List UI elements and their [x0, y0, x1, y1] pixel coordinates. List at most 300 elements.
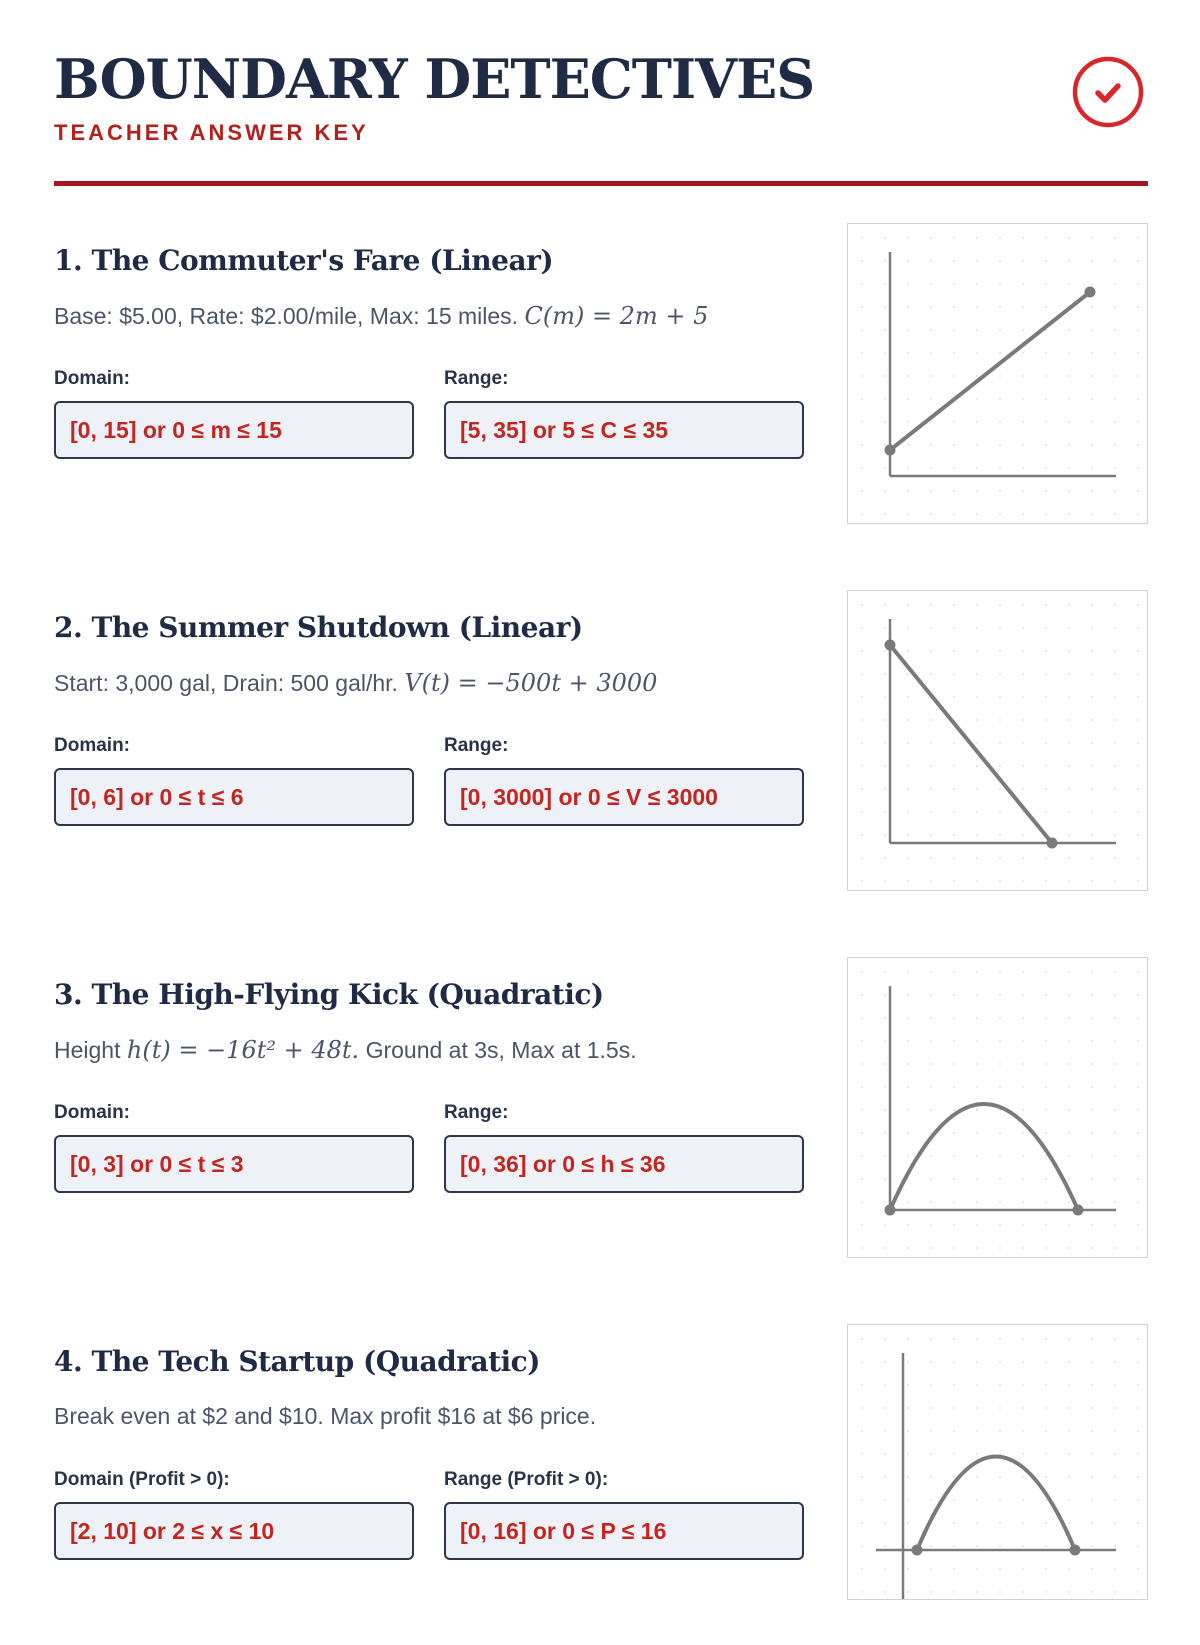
grid-dot: [907, 1476, 909, 1478]
grid-dot: [1137, 1063, 1139, 1065]
grid-dot: [1022, 604, 1024, 606]
grid-dot: [1091, 1155, 1093, 1157]
grid-dot: [1045, 490, 1047, 492]
grid-dot: [1137, 1545, 1139, 1547]
grid-dot: [1114, 971, 1116, 973]
grid-dot: [953, 742, 955, 744]
grid-dot: [884, 1361, 886, 1363]
grid-dot: [1045, 788, 1047, 790]
grid-dot: [1022, 719, 1024, 721]
grid-dot: [1137, 1476, 1139, 1478]
grid-dot: [999, 650, 1001, 652]
function-line: [890, 292, 1090, 450]
grid-dot: [953, 513, 955, 515]
grid-dot: [907, 994, 909, 996]
grid-dot: [1114, 1247, 1116, 1249]
grid-dot: [976, 283, 978, 285]
grid-dot: [976, 306, 978, 308]
grid-dot: [999, 1545, 1001, 1547]
grid-dot: [1022, 352, 1024, 354]
grid-dot: [930, 1361, 932, 1363]
grid-dot: [930, 260, 932, 262]
grid-dot: [953, 306, 955, 308]
grid-dot: [930, 1591, 932, 1593]
grid-dot: [1022, 1109, 1024, 1111]
grid-dot: [1091, 329, 1093, 331]
grid-dot: [999, 375, 1001, 377]
grid-dot: [907, 971, 909, 973]
grid-dot: [1091, 1201, 1093, 1203]
grid-dot: [1022, 1591, 1024, 1593]
grid-dot: [1068, 260, 1070, 262]
grid-dot: [976, 1522, 978, 1524]
grid-dot: [884, 696, 886, 698]
grid-dot: [861, 306, 863, 308]
grid-dot: [930, 421, 932, 423]
grid-dot: [999, 306, 1001, 308]
grid-dot: [1022, 1568, 1024, 1570]
grid-dot: [930, 719, 932, 721]
grid-dot: [1114, 788, 1116, 790]
grid-dot: [976, 1568, 978, 1570]
grid-dot: [1091, 604, 1093, 606]
grid-dot: [884, 765, 886, 767]
grid-dot: [1022, 880, 1024, 882]
grid-dot: [1022, 513, 1024, 515]
grid-dot: [930, 650, 932, 652]
grid-dot: [1045, 994, 1047, 996]
grid-dot: [930, 765, 932, 767]
grid-dot: [1068, 237, 1070, 239]
grid-dot: [1022, 1017, 1024, 1019]
grid-dot: [1137, 237, 1139, 239]
parabola-curve: [890, 1104, 1078, 1210]
grid-dot: [884, 834, 886, 836]
grid-dot: [1091, 352, 1093, 354]
grid-dot: [907, 1201, 909, 1203]
grid-dot: [999, 1591, 1001, 1593]
grid-dot: [884, 1247, 886, 1249]
grid-dot: [907, 467, 909, 469]
grid-dot: [1068, 467, 1070, 469]
grid-dot: [930, 788, 932, 790]
grid-dot: [1091, 283, 1093, 285]
grid-dot: [884, 811, 886, 813]
grid-dot: [1068, 1247, 1070, 1249]
grid-dot: [976, 834, 978, 836]
grid-dot: [1137, 1407, 1139, 1409]
grid-dot: [1068, 329, 1070, 331]
grid-dot: [1114, 1063, 1116, 1065]
grid-dot: [1091, 673, 1093, 675]
grid-dot: [976, 490, 978, 492]
grid-dot: [976, 1178, 978, 1180]
grid-dot: [999, 1040, 1001, 1042]
grid-dot: [884, 1545, 886, 1547]
grid-dot: [861, 1499, 863, 1501]
grid-dot: [1137, 1132, 1139, 1134]
grid-dot: [1137, 994, 1139, 996]
grid-dot: [1091, 1453, 1093, 1455]
grid-dot: [1091, 1063, 1093, 1065]
grid-dot: [1091, 1132, 1093, 1134]
grid-dot: [1068, 490, 1070, 492]
problem-description: [54, 302, 708, 330]
grid-dot: [953, 696, 955, 698]
grid-dot: [861, 1086, 863, 1088]
function-formula: C(m) = 2m + 5: [524, 302, 709, 330]
grid-dot: [861, 490, 863, 492]
grid-dot: [884, 329, 886, 331]
grid-dot: [1091, 1545, 1093, 1547]
grid-dot: [953, 1568, 955, 1570]
grid-dot: [1091, 696, 1093, 698]
grid-dot: [1137, 306, 1139, 308]
grid-dot: [907, 283, 909, 285]
grid-dot: [953, 1591, 955, 1593]
problem-title: 2. The Summer Shutdown (Linear): [54, 611, 583, 644]
grid-dot: [999, 1201, 1001, 1203]
grid-dot: [1045, 467, 1047, 469]
grid-dot: [1068, 1430, 1070, 1432]
grid-dot: [861, 1224, 863, 1226]
grid-dot: [1022, 1201, 1024, 1203]
grid-dot: [861, 1361, 863, 1363]
grid-dot: [953, 1017, 955, 1019]
grid-dot: [953, 834, 955, 836]
grid-dot: [1114, 742, 1116, 744]
grid-dot: [1045, 1384, 1047, 1386]
grid-dot: [953, 283, 955, 285]
grid-dot: [953, 421, 955, 423]
grid-dot: [1068, 1063, 1070, 1065]
grid-dot: [884, 994, 886, 996]
grid-dot: [1045, 880, 1047, 882]
grid-dot: [1137, 283, 1139, 285]
grid-dot: [930, 306, 932, 308]
grid-dot: [861, 1522, 863, 1524]
grid-dot: [1068, 1407, 1070, 1409]
grid-dot: [1091, 1499, 1093, 1501]
grid-dot: [884, 971, 886, 973]
grid-dot: [1068, 834, 1070, 836]
grid-dot: [1045, 1224, 1047, 1226]
grid-dot: [976, 1086, 978, 1088]
grid-dot: [1022, 490, 1024, 492]
grid-dot: [1137, 604, 1139, 606]
grid-dot: [953, 971, 955, 973]
function-formula: V(t) = −500t + 3000: [404, 669, 658, 697]
grid-dot: [976, 1384, 978, 1386]
grid-dot: [861, 1017, 863, 1019]
grid-dot: [1091, 490, 1093, 492]
grid-dot: [953, 1338, 955, 1340]
grid-dot: [930, 1407, 932, 1409]
grid-dot: [930, 1568, 932, 1570]
grid-dot: [953, 1224, 955, 1226]
grid-dot: [976, 421, 978, 423]
grid-dot: [1045, 1040, 1047, 1042]
grid-dot: [861, 421, 863, 423]
grid-dot: [1068, 971, 1070, 973]
grid-dot: [1114, 811, 1116, 813]
grid-dot: [930, 1453, 932, 1455]
grid-dot: [907, 1247, 909, 1249]
grid-dot: [1114, 719, 1116, 721]
grid-dot: [1068, 1522, 1070, 1524]
grid-dot: [861, 742, 863, 744]
grid-dot: [1091, 1430, 1093, 1432]
root-left: [912, 1545, 923, 1556]
grid-dot: [884, 375, 886, 377]
grid-dot: [1022, 765, 1024, 767]
grid-dot: [999, 1361, 1001, 1363]
grid-dot: [953, 1178, 955, 1180]
grid-dot: [884, 467, 886, 469]
grid-dot: [1091, 1522, 1093, 1524]
grid-dot: [999, 1568, 1001, 1570]
grid-dot: [861, 994, 863, 996]
grid-dot: [930, 329, 932, 331]
grid-dot: [1091, 237, 1093, 239]
grid-dot: [1068, 1338, 1070, 1340]
grid-dot: [976, 1247, 978, 1249]
grid-dot: [1022, 1499, 1024, 1501]
grid-dot: [907, 880, 909, 882]
grid-dot: [1068, 283, 1070, 285]
grid-dot: [1137, 971, 1139, 973]
grid-dots: [861, 237, 1139, 515]
grid-dot: [1022, 1155, 1024, 1157]
grid-dot: [907, 1430, 909, 1432]
grid-dot: [1068, 1109, 1070, 1111]
grid-dot: [1114, 329, 1116, 331]
grid-dot: [1045, 1201, 1047, 1203]
grid-dot: [999, 467, 1001, 469]
grid-dot: [976, 696, 978, 698]
grid-dot: [861, 880, 863, 882]
description-text: Start: 3,000 gal, Drain: 500 gal/hr.: [54, 670, 398, 696]
grid-dot: [1091, 1568, 1093, 1570]
grid-dot: [1068, 765, 1070, 767]
grid-dot: [861, 1453, 863, 1455]
grid-dot: [861, 1338, 863, 1340]
grid-dot: [1045, 765, 1047, 767]
grid-dot: [907, 490, 909, 492]
grid-dot: [1137, 1224, 1139, 1226]
grid-dot: [1114, 1591, 1116, 1593]
range-answer-box: [0, 3000] or 0 ≤ V ≤ 3000: [444, 768, 804, 826]
grid-dot: [1137, 834, 1139, 836]
grid-dot: [884, 490, 886, 492]
range-label: Range:: [444, 735, 509, 756]
grid-dot: [1114, 467, 1116, 469]
grid-dot: [1045, 650, 1047, 652]
grid-dot: [861, 1247, 863, 1249]
grid-dot: [861, 673, 863, 675]
grid-dot: [930, 375, 932, 377]
grid-dot: [999, 834, 1001, 836]
grid-dot: [861, 467, 863, 469]
grid-dot: [884, 719, 886, 721]
grid-dot: [1068, 650, 1070, 652]
grid-dot: [976, 719, 978, 721]
grid-dot: [1091, 260, 1093, 262]
grid-dot: [1091, 1338, 1093, 1340]
grid-dot: [1137, 467, 1139, 469]
grid-dot: [976, 1453, 978, 1455]
grid-dot: [907, 1384, 909, 1386]
grid-dot: [1137, 490, 1139, 492]
grid-dot: [861, 1384, 863, 1386]
grid-dot: [884, 1178, 886, 1180]
grid-dot: [1114, 1201, 1116, 1203]
grid-dot: [861, 604, 863, 606]
grid-dot: [930, 467, 932, 469]
grid-dot: [1137, 398, 1139, 400]
grid-dot: [1137, 1338, 1139, 1340]
grid-dot: [1045, 627, 1047, 629]
grid-dot: [1045, 444, 1047, 446]
grid-dot: [1045, 742, 1047, 744]
grid-dot: [1114, 880, 1116, 882]
grid-dot: [976, 1040, 978, 1042]
grid-dot: [976, 513, 978, 515]
grid-dot: [1137, 811, 1139, 813]
grid-dot: [907, 1109, 909, 1111]
page-title: BOUNDARY DETECTIVES: [54, 47, 815, 111]
grid-dot: [1068, 696, 1070, 698]
grid-dot: [1045, 398, 1047, 400]
domain-answer-box: [2, 10] or 2 ≤ x ≤ 10: [54, 1502, 414, 1560]
grid-dot: [907, 1017, 909, 1019]
range-label: Range:: [444, 368, 509, 389]
grid-dot: [884, 1407, 886, 1409]
grid-dot: [1091, 1476, 1093, 1478]
grid-dot: [907, 237, 909, 239]
grid-dot: [1114, 1384, 1116, 1386]
grid-dot: [907, 627, 909, 629]
grid-dot: [1022, 237, 1024, 239]
grid-dot: [999, 1476, 1001, 1478]
grid-dot: [1137, 673, 1139, 675]
grid-dot: [1022, 1384, 1024, 1386]
grid-dot: [1091, 1361, 1093, 1363]
grid-dot: [999, 673, 1001, 675]
grid-dot: [1045, 1476, 1047, 1478]
grid-dot: [930, 834, 932, 836]
grid-dot: [976, 627, 978, 629]
grid-dot: [953, 490, 955, 492]
grid-dot: [1137, 421, 1139, 423]
grid-dot: [861, 1132, 863, 1134]
grid-dot: [953, 1545, 955, 1547]
grid-dot: [1137, 329, 1139, 331]
grid-dot: [1137, 650, 1139, 652]
grid-dot: [1137, 1384, 1139, 1386]
grid-dot: [1137, 1109, 1139, 1111]
grid-dot: [930, 283, 932, 285]
grid-dot: [1045, 1338, 1047, 1340]
grid-dot: [1022, 857, 1024, 859]
grid-dot: [1022, 1086, 1024, 1088]
grid-dot: [1114, 696, 1116, 698]
grid-dot: [953, 1522, 955, 1524]
grid-dot: [953, 444, 955, 446]
problem-description: [54, 669, 657, 697]
grid-dot: [1045, 857, 1047, 859]
grid-dot: [861, 719, 863, 721]
grid-dot: [930, 1201, 932, 1203]
grid-dot: [1022, 375, 1024, 377]
grid-dot: [976, 1476, 978, 1478]
grid-dot: [1114, 421, 1116, 423]
grid-dot: [1091, 1591, 1093, 1593]
grid-dot: [907, 513, 909, 515]
grid-dot: [1068, 398, 1070, 400]
grid-dot: [1045, 1522, 1047, 1524]
grid-dot: [907, 696, 909, 698]
grid-dot: [999, 398, 1001, 400]
graph-svg: [848, 1325, 1146, 1599]
grid-dot: [930, 1063, 932, 1065]
grid-dot: [1068, 375, 1070, 377]
grid-dot: [861, 627, 863, 629]
grid-dot: [1022, 1040, 1024, 1042]
grid-dot: [953, 788, 955, 790]
grid-dot: [953, 1155, 955, 1157]
domain-label: Domain (Profit > 0):: [54, 1469, 230, 1490]
parabola-curve: [917, 1457, 1075, 1551]
grid-dot: [907, 352, 909, 354]
grid-dot: [1045, 375, 1047, 377]
grid-dot: [1068, 742, 1070, 744]
grid-dot: [907, 857, 909, 859]
grid-dot: [999, 513, 1001, 515]
grid-dot: [861, 971, 863, 973]
grid-dot: [1045, 1155, 1047, 1157]
grid-dot: [1022, 467, 1024, 469]
grid-dot: [1022, 1247, 1024, 1249]
description-prefix: Height: [54, 1037, 121, 1063]
grid-dot: [1022, 994, 1024, 996]
grid-dot: [999, 971, 1001, 973]
grid-dot: [884, 1522, 886, 1524]
grid-dot: [953, 352, 955, 354]
grid-dot: [930, 742, 932, 744]
grid-dot: [907, 719, 909, 721]
grid-dot: [953, 880, 955, 882]
grid-dot: [999, 1063, 1001, 1065]
grid-dot: [953, 467, 955, 469]
grid-dot: [1045, 1247, 1047, 1249]
grid-dot: [861, 398, 863, 400]
grid-dot: [1091, 1178, 1093, 1180]
grid-dot: [1114, 1361, 1116, 1363]
grid-dot: [953, 1476, 955, 1478]
grid-dot: [1091, 306, 1093, 308]
problem-title: 3. The High-Flying Kick (Quadratic): [54, 978, 604, 1011]
grid-dot: [861, 857, 863, 859]
grid-dot: [861, 444, 863, 446]
grid-dot: [1068, 811, 1070, 813]
grid-dot: [1137, 1568, 1139, 1570]
grid-dots: [861, 971, 1139, 1249]
grid-dot: [1137, 1086, 1139, 1088]
grid-dot: [1137, 375, 1139, 377]
grid-dot: [1091, 650, 1093, 652]
problem-graph: [847, 223, 1148, 524]
